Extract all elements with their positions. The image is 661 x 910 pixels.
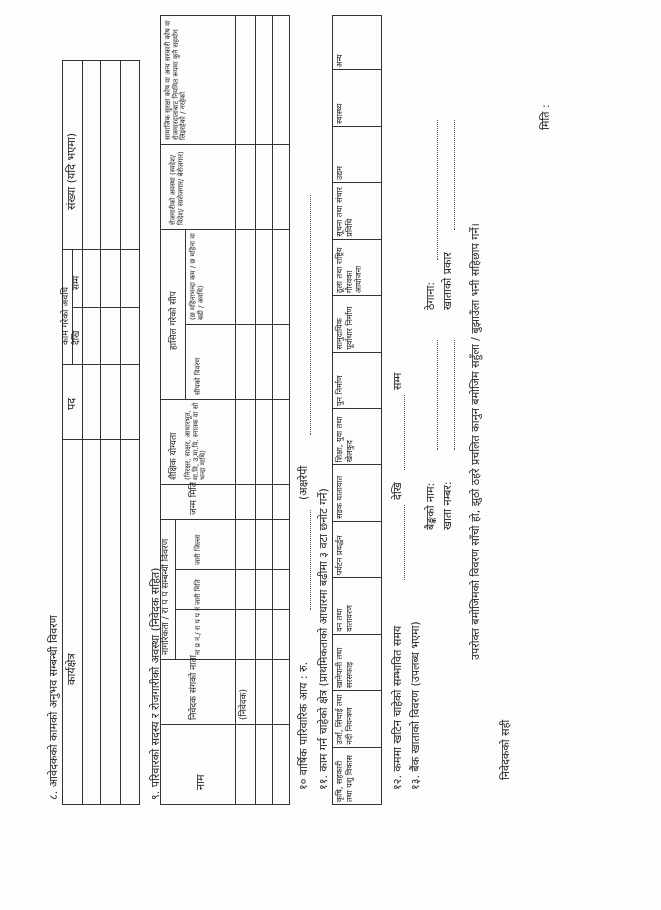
applicant-signature: निवेदकको सही (499, 719, 512, 780)
field-option[interactable]: वन तथा वातावरण (333, 578, 381, 634)
col-org: कार्यक्षेत्र (65, 653, 78, 685)
section-10-label: १० वार्षिक पारिवारिक आय : रु. (297, 661, 310, 790)
section-8-title: ८. आवेदकको कामको अनुभव सम्बन्धी विवरण (47, 615, 60, 800)
section-11-label: ११. काम गर्न चाहेको क्षेत्र (प्राथमिकताको आधारमा बढीमा ३ वटा छनोट गर्ने) (317, 488, 330, 790)
account-number-label: खाता नम्बर: (441, 481, 454, 530)
preferred-fields-table (332, 15, 382, 805)
section-12-label: १२. कममा खटिन चाहेको सम्भावित समय (391, 625, 404, 790)
header-relation: निवेदक संगको नाता (189, 655, 199, 720)
section-12-from: देखि (391, 482, 404, 500)
header-skill: हासिल गरेको सीप (169, 291, 179, 350)
header-cit-no: ना प्र नं./ रा प प नं (194, 606, 202, 655)
header-skill-duration: (छ महिनाभन्दा कम / छ महिना वा बढी / अवधि) (189, 233, 205, 320)
section-9-title: ९. परिवारको सदस्य र रोजगारीको अवस्था (निवेदक सहित) (149, 567, 162, 800)
header-name: नाम (194, 774, 207, 790)
field-option[interactable]: सूचना तथा संचार प्रविधि (333, 183, 381, 239)
field-option[interactable]: पुन निर्माण (333, 353, 381, 409)
header-issue-district: जारी जिल्ला (194, 534, 202, 565)
field-option[interactable]: पर्यटन प्रवर्द्धन (333, 522, 381, 578)
field-option[interactable]: उद्यम (333, 127, 381, 183)
col-post: पद (65, 397, 78, 410)
header-issue-date: जारी मिति (194, 579, 202, 605)
header-employment: रोजगारीको अवस्था (स्वदेश/ विदेश/ स्वरोजगार/ बेरोजगार) (169, 151, 185, 225)
section-12-to: सम्म (391, 372, 404, 390)
applicant-row-label: (निवेदक) (239, 688, 249, 720)
declaration-text: उपरोक्त बमोजिमको विवरण साँचो हो, झुठो ठहरे प्रचलित कानुन बमोजिम सहुँला / बुझाउँला भनी सहिछाप गर्ने। (469, 223, 482, 660)
account-type-label: खाताको प्रकार (441, 252, 454, 310)
section-10-words: (अक्षरेपी (297, 465, 310, 500)
col-number: संख्या (यदि भएमा) (65, 133, 78, 210)
header-citizenship: नागरिकता / रा प प सम्बन्धी विवरण (161, 538, 171, 655)
section-13-label: १३. बैंक खाताको विवरण (उपलब्ध भएमा) (409, 621, 422, 790)
col-from: देखि (72, 330, 82, 345)
header-education: शैक्षिक योग्यता (169, 432, 179, 480)
header-social-security: सामाजिक सुरक्षा कोष वा अन्य सरकारी कोष वा रोजगारदाताबाट नियमित रूपमा कुनै सहयोग लिइरहेको / नरहेको (164, 20, 188, 140)
bank-address-label: ठेगाना: (424, 281, 437, 310)
field-option[interactable]: शिक्षा, युवा तथा खेलकुद (333, 409, 381, 465)
date-label: मिति : (539, 104, 552, 130)
col-to: सम्म (72, 275, 82, 290)
field-option[interactable]: कृषि, सहकारी तथा पशु विकास (335, 755, 354, 802)
field-option[interactable]: सामुदायिक पूर्वाधार निर्माण (333, 296, 381, 352)
field-option[interactable]: अन्य (333, 14, 381, 70)
header-skill-type: सीपको विवरण (194, 357, 202, 395)
header-education-note: (निरक्षर, साक्षर, आधारभूत, मा.वि, उ.मा.वि. स्नातक वा सो भन्दा माथि) (184, 402, 208, 480)
field-option[interactable]: सडक यातायात (333, 465, 381, 521)
field-option[interactable]: स्वास्थ्य (333, 70, 381, 126)
field-option[interactable]: उर्जा, सिंचाई तथा नदी नियन्त्रण (333, 691, 381, 747)
header-dob: जन्म मिति (189, 482, 199, 515)
bank-name-label: बैङ्कको नाम: (424, 482, 437, 530)
col-period: काम गरेको अवधि (61, 286, 71, 345)
field-option[interactable]: ठूला तथा राष्ट्रिय गौरवका आयोजना (333, 240, 381, 296)
field-option[interactable]: खानेपानी तथा सरसफाइ (333, 635, 381, 691)
